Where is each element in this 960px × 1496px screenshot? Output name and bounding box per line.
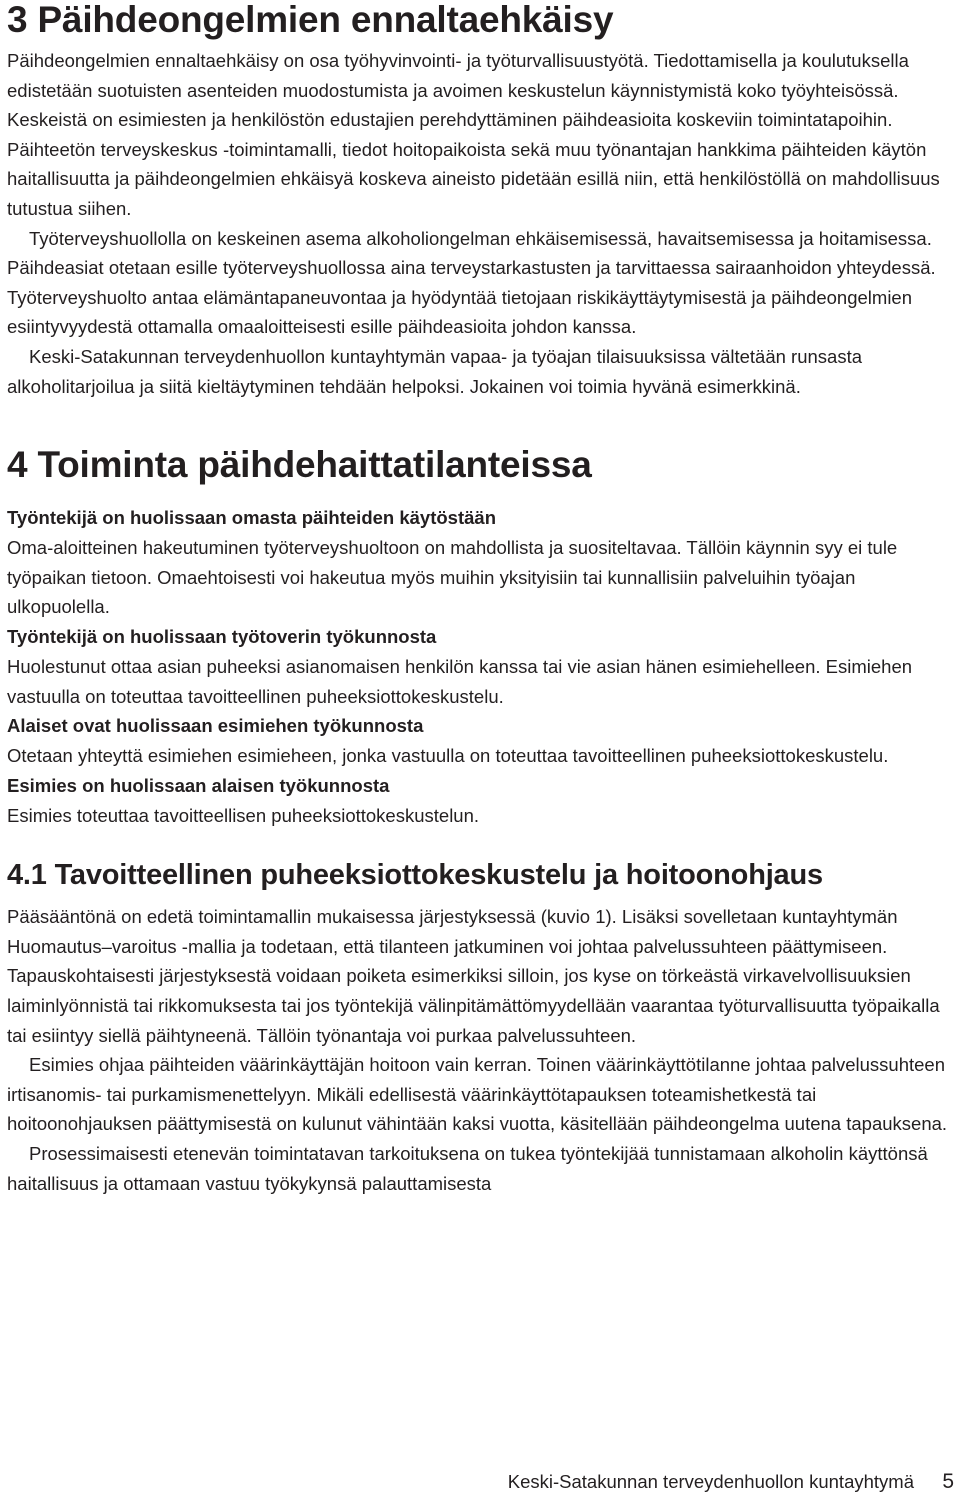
section-4-1-paragraph-3: Prosessimaisesti etenevän toimintatavan tarkoituksena on tukea työntekijää tunnistamaan alkoholin käyttönsä haitallisuus ja ottamaan vastuu työkykynsä palauttamisesta — [7, 1143, 928, 1194]
paragraph-coworker-condition: Huolestunut ottaa asian puheeksi asianomaisen henkilön kanssa tai vie asian hänen esimiehelleen. Esimiehen vastuulla on toteuttaa tavoitteellinen puheeksiottokeskustelu. — [7, 655, 913, 707]
footer-organization: Keski-Satakunnan terveydenhuollon kuntayhtymä — [507, 1471, 914, 1492]
subheading-subordinate-condition: Esimies on huolissaan alaisen työkunnosta — [7, 774, 390, 796]
section-4-title: 4 Toiminta päihdehaittatilanteissa — [7, 444, 592, 486]
subheading-own-substance-use: Työntekijä on huolissaan omasta päihteiden käytöstään — [7, 507, 497, 529]
paragraph-subordinate-condition: Esimies toteuttaa tavoitteellisen puheeksiottokeskustelun. — [7, 804, 480, 826]
section-3-paragraph-2: Työterveyshuollolla on keskeinen asema alkoholiongelman ehkäisemisessä, havaitsemisessa ja hoitamisessa. Päihdeasiat otetaan esille työterveyshuollossa aina terveystarkastusten ja tarvittaessa sairaanhoidon yhteydessä. Työterveyshuolto antaa elämäntapaneuvontaa ja hyödyntää tietojaan riskikäyttäytymisestä ja päihdeongelmien esiintyvyydestä ottamalla omaaloitteisesti esille päihdeasioita johdon kanssa. — [7, 227, 936, 338]
section-4-1-paragraph-1: Pääsääntönä on edetä toimintamallin mukaisessa järjestyksessä (kuvio 1). Lisäksi sovelletaan kuntayhtymän Huomautus–varoitus -mallia ja todetaan, että tilanteen jatkuminen voi johtaa palvelussuhteen päättymiseen. Tapauskohtaisesti järjestyksestä voidaan poiketa esimerkiksi silloin, jos kyse on törkeästä virkavelvollisuuksien laiminlyönnistä tai rikkomuksesta tai jos työntekijä välinpitämättömyydellään vaarantaa työturvallisuutta työpaikalla tai esiintyy siellä päihtyneenä. Tällöin työnantaja voi purkaa palvelussuhteen. — [7, 906, 940, 1046]
section-4-1-paragraph-2: Esimies ohjaa päihteiden väärinkäyttäjän hoitoon vain kerran. Toinen väärinkäyttötilanne johtaa palvelussuhteen irtisanomis- tai purkamismenettelyyn. Mikäli edellisestä väärinkäyttötapauksen toteamishetkestä tai hoitoonohjauksen päättymisestä on kulunut vähintään kaksi vuotta, käsitellään päihdeongelma uutena tapauksena. — [7, 1054, 948, 1135]
section-4-1-title: 4.1 Tavoitteellinen puheeksiottokeskustelu ja hoitoonohjaus — [7, 859, 823, 892]
page-number: 5 — [942, 1470, 954, 1493]
subheading-coworker-condition: Työntekijä on huolissaan työtoverin työkunnosta — [7, 625, 437, 647]
paragraph-supervisor-condition: Otetaan yhteyttä esimiehen esimieheen, jonka vastuulla on toteuttaa tavoitteellinen puheeksiottokeskustelu. — [7, 745, 889, 767]
section-3-title: 3 Päihdeongelmien ennaltaehkäisy — [7, 0, 614, 40]
subheading-supervisor-condition: Alaiset ovat huolissaan esimiehen työkunnosta — [7, 715, 424, 737]
section-3-paragraph-1: Päihdeongelmien ennaltaehkäisy on osa työhyvinvointi- ja työturvallisuustyötä. Tiedottamisella ja koulutuksella edistetään suotuisten asenteiden muodostumista ja avoimen keskustelun käynnistymistä koko työyhteisössä. Keskeistä on esimiesten ja henkilöstön edustajien perehdyttäminen päihdeasioita koskeviin toimintatapoihin. Päihteetön terveyskeskus -toimintamalli, tiedot hoitopaikoista sekä muu työnantajan hankkima päihteiden käytön haitallisuutta ja päihdeongelmien ehkäisyä koskeva aineisto pidetään esillä niin, että henkilöstöllä on mahdollisuus tutustua siihen. — [7, 50, 940, 219]
page-content — [7, 0, 955, 1198]
paragraph-own-substance-use: Oma-aloitteinen hakeutuminen työterveyshuoltoon on mahdollista ja suositeltavaa. Tällöin käynnin syy ei tule työpaikan tietoon. Omaehtoisesti voi hakeutua myös muihin yksityisiin tai kunnallisiin palveluihin työajan ulkopuolella. — [7, 537, 898, 618]
section-3-paragraph-3: Keski-Satakunnan terveydenhuollon kuntayhtymän vapaa- ja työajan tilaisuuksissa vältetään runsasta alkoholitarjoilua ja siitä kieltäytyminen tehdään helpoksi. Jokainen voi toimia hyvänä esimerkkinä. — [7, 345, 862, 397]
page-footer — [0, 1468, 960, 1496]
